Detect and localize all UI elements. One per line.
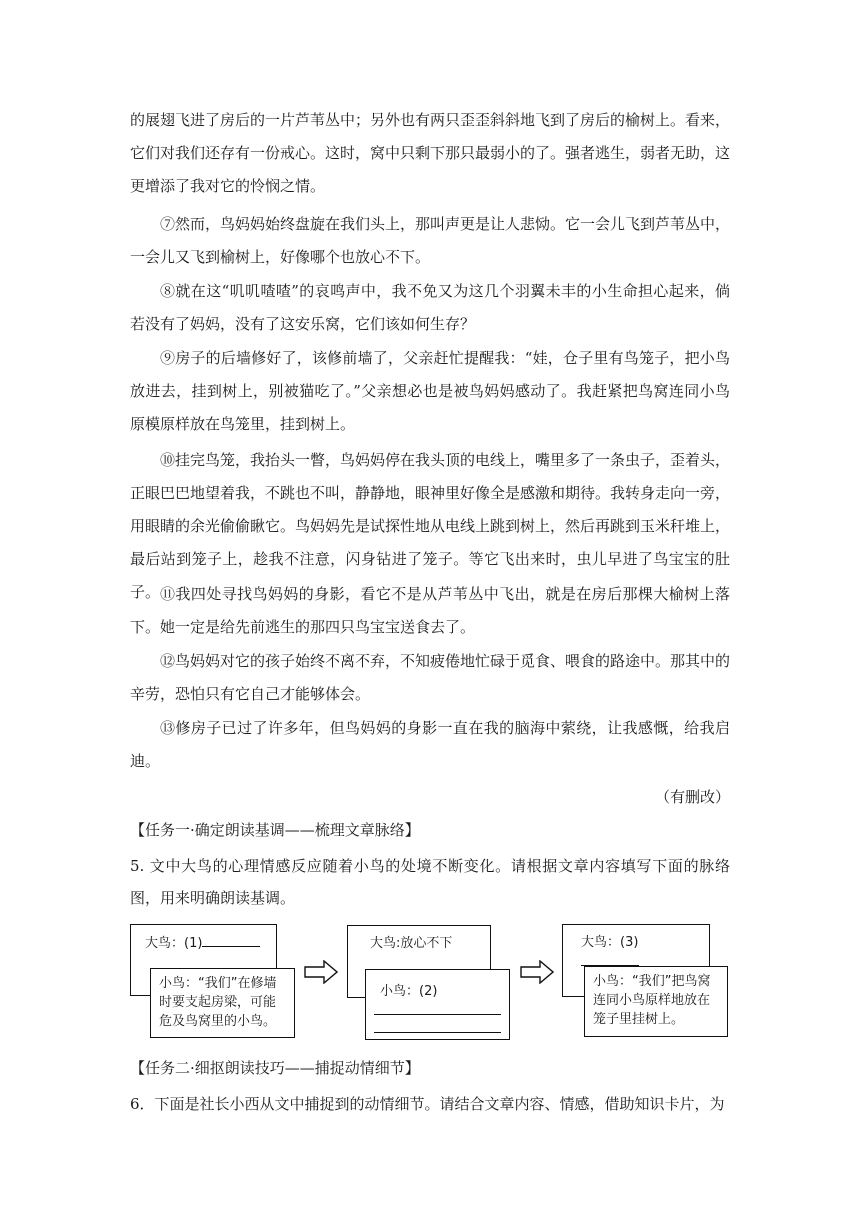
paragraph-6-continued: 的展翅飞进了房后的一片芦苇丛中；另外也有两只歪歪斜斜地飞到了房后的榆树上。看来，它们对我们还存有一份戒心。这时，窝中只剩下那只最弱小的了。强者逃生，弱者无助，这更增添了我对它的怜悯之情。	[130, 111, 731, 195]
stage3-big-bird-label: 大鸟：(3)	[581, 935, 639, 950]
stage1-big-bird-label: 大鸟：(1)	[145, 936, 203, 951]
stage3-small-bird-box	[584, 966, 728, 1037]
stage1-small-bird-text: 小鸟：“我们”在修墙时要支起房梁，可能危及鸟窝里的小鸟。	[159, 976, 277, 1029]
paragraph-9: ⑨房子的后墙修好了，该修前墙了，父亲赶忙提醒我：“娃，仓子里有鸟笼子，把小鸟放进去，挂到树上，别被猫吃了。”父亲想必也是被鸟妈妈感动了。我赶紧把鸟窝连同小鸟原模原样放在鸟笼里，挂到树上。	[130, 349, 730, 433]
blank-1[interactable]	[202, 933, 260, 947]
task2-title: 【任务二·细抠朗读技巧——捕捉动情细节】	[130, 1059, 420, 1077]
stage2-small-bird-label: 小鸟：(2)	[380, 984, 438, 999]
paragraph-10: ⑩挂完鸟笼，我抬头一瞥，鸟妈妈停在我头顶的电线上，嘴里多了一条虫子，歪着头，正眼巴巴地望着我，不跳也不叫，静静地，眼神里好像全是感激和期待。我转身走向一旁，用眼睛的余光偷偷瞅它。鸟妈妈先是试探性地从电线上跳到树上，然后再跳到玉米秆堆上，最后站到笼子上，趁我不注意，闪身钻进了笼子。等它飞出来时，虫儿早进了鸟宝宝的肚子。	[130, 451, 731, 601]
blank-2-line-2[interactable]	[374, 1014, 501, 1015]
stage2-small-bird-box	[365, 969, 510, 1040]
question-6: 6．下面是社长小西从文中捕捉到的动情细节。请结合文章内容、情感，借助知识卡片，为	[130, 1095, 725, 1113]
blank-2[interactable]	[380, 1001, 438, 1015]
paragraph-11: ⑪我四处寻找鸟妈妈的身影，看它不是从芦苇丛中飞出，就是在房后那棵大榆树上落下。她一定是给先前逃生的那四只鸟宝宝送食去了。	[130, 585, 730, 636]
right-arrow-icon	[520, 960, 554, 984]
stage1-small-bird-box	[150, 968, 295, 1038]
stage2-big-bird-label: 大鸟:放心不下	[370, 936, 453, 951]
stage3-small-bird-text: 小鸟：“我们”把鸟窝连同小鸟原样地放在笼子里挂树上。	[593, 974, 711, 1027]
paragraph-7: ⑦然而，鸟妈妈始终盘旋在我们头上，那叫声更是让人悲恸。它一会儿飞到芦苇丛中，一会儿又飞到榆树上，好像哪个也放心不下。	[130, 215, 731, 266]
source-note: （有删改）	[654, 788, 730, 806]
paragraph-13: ⑬修房子已过了许多年，但鸟妈妈的身影一直在我的脑海中萦绕，让我感慨，给我启迪。	[130, 719, 730, 770]
paragraph-8: ⑧就在这“叽叽喳喳”的哀鸣声中，我不免又为这几个羽翼未丰的小生命担心起来，倘若没有了妈妈，没有了这安乐窝，它们该如何生存？	[130, 282, 730, 333]
paragraph-12: ⑫鸟妈妈对它的孩子始终不离不弃，不知疲倦地忙碌于觅食、喂食的路途中。那其中的辛劳，恐怕只有它自己才能够体会。	[130, 652, 731, 703]
blank-3[interactable]	[581, 952, 639, 966]
right-arrow-icon	[304, 960, 338, 984]
question-5: 5. 文中大鸟的心理情感反应随着小鸟的处境不断变化。请根据文章内容填写下面的脉络图，用来明确朗读基调。	[130, 857, 730, 907]
task1-title: 【任务一·确定朗读基调——梳理文章脉络】	[130, 821, 420, 839]
blank-2-line-3[interactable]	[374, 1032, 501, 1033]
